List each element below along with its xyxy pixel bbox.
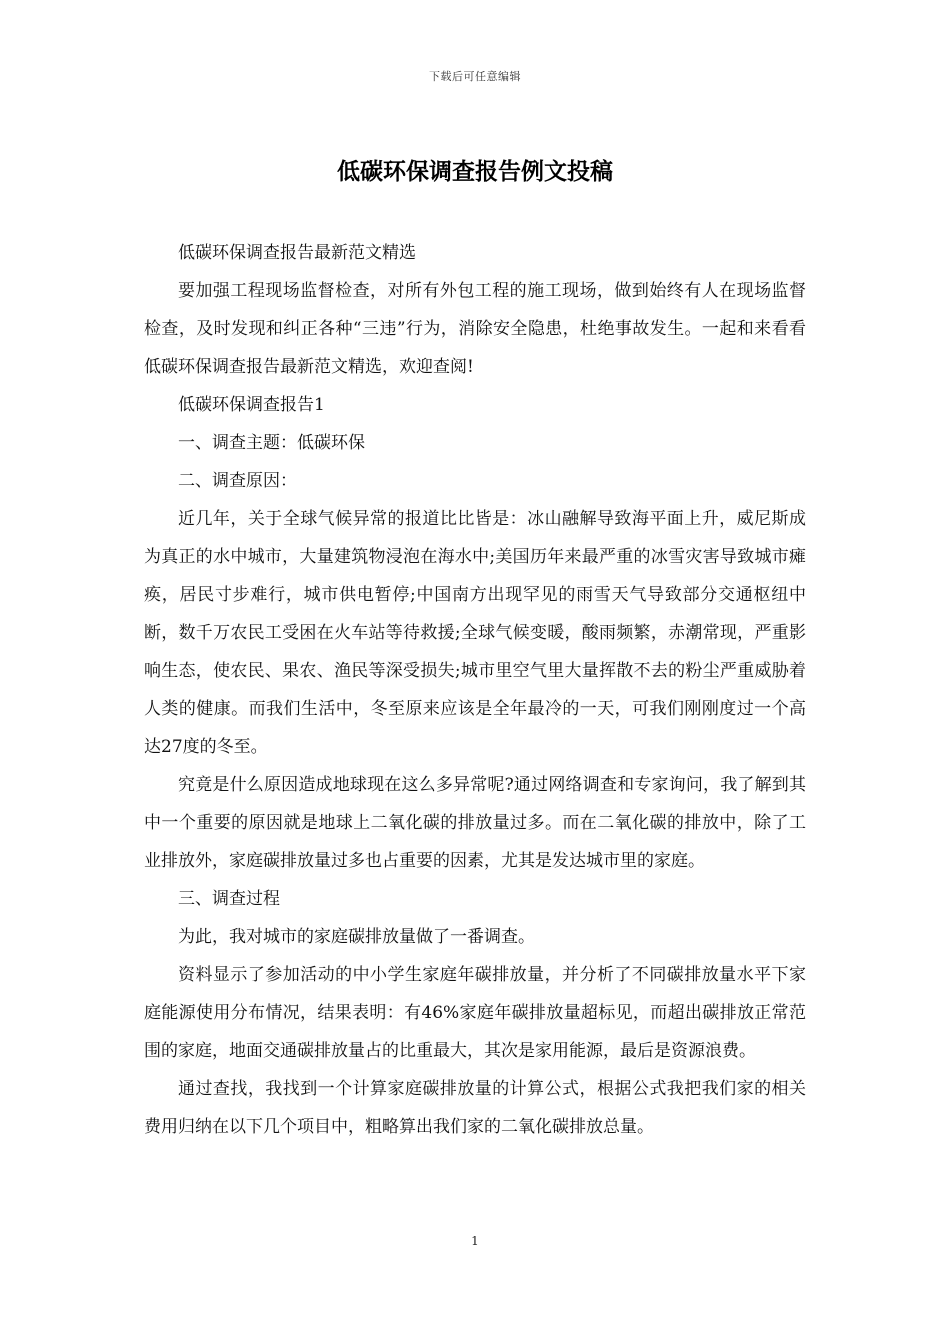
paragraph-section-topic: 一、调查主题：低碳环保 [178,433,365,453]
paragraph-calculation: 通过查找，我找到一个计算家庭碳排放量的计算公式，根据公式我把我们家的相关费用归纳在以下几个项目中，粗略算出我们家的二氧化碳排放总量。 [144,1079,806,1137]
document-title: 低碳环保调查报告例文投稿 [337,159,613,185]
paragraph-climate-anomalies: 近几年，关于全球气候异常的报道比比皆是：冰山融解导致海平面上升，威尼斯成为真正的水中城市，大量建筑物浸泡在海水中;美国历年来最严重的冰雪灾害导致城市瘫痪，居民寸步难行，城市供电暂停;中国南方出现罕见的雨雪天气导致部分交通枢纽中断，数千万农民工受困在火车站等待救援;全球气候变暖，酸雨频繁，赤潮常现，严重影响生态，使农民、果农、渔民等深受损失;城市里空气里大量挥散不去的粉尘严重威胁着人类的健康。而我们生活中，冬至原来应该是全年最冷的一天，可我们刚刚度过一个高达27度的冬至。 [144,509,806,757]
paragraph-intro: 要加强工程现场监督检查，对所有外包工程的施工现场，做到始终有人在现场监督检查，及时发现和纠正各种“三违”行为，消除安全隐患，杜绝事故发生。一起和来看看低碳环保调查报告最新范文精选，欢迎查阅! [144,281,806,377]
paragraph-survey-intro: 为此，我对城市的家庭碳排放量做了一番调查。 [178,927,535,947]
paragraph-cause: 究竟是什么原因造成地球现在这么多异常呢?通过网络调查和专家询问，我了解到其中一个重要的原因就是地球上二氧化碳的排放量过多。而在二氧化碳的排放中，除了工业排放外，家庭碳排放量过多也占重要的因素，尤其是发达城市里的家庭。 [144,775,806,871]
page-number: 1 [471,1234,479,1248]
paragraph-subtitle: 低碳环保调查报告最新范文精选 [178,243,416,263]
paragraph-report-heading: 低碳环保调查报告1 [178,395,325,415]
paragraph-survey-results: 资料显示了参加活动的中小学生家庭年碳排放量，并分析了不同碳排放量水平下家庭能源使用分布情况，结果表明：有46%家庭年碳排放量超标见，而超出碳排放正常范围的家庭，地面交通碳排放量占的比重最大，其次是家用能源，最后是资源浪费。 [144,965,806,1061]
paragraph-section-process: 三、调查过程 [178,889,280,909]
paragraph-section-reason: 二、调查原因： [178,471,297,491]
document-body [144,234,806,1146]
header-note: 下载后可任意编辑 [429,70,521,83]
